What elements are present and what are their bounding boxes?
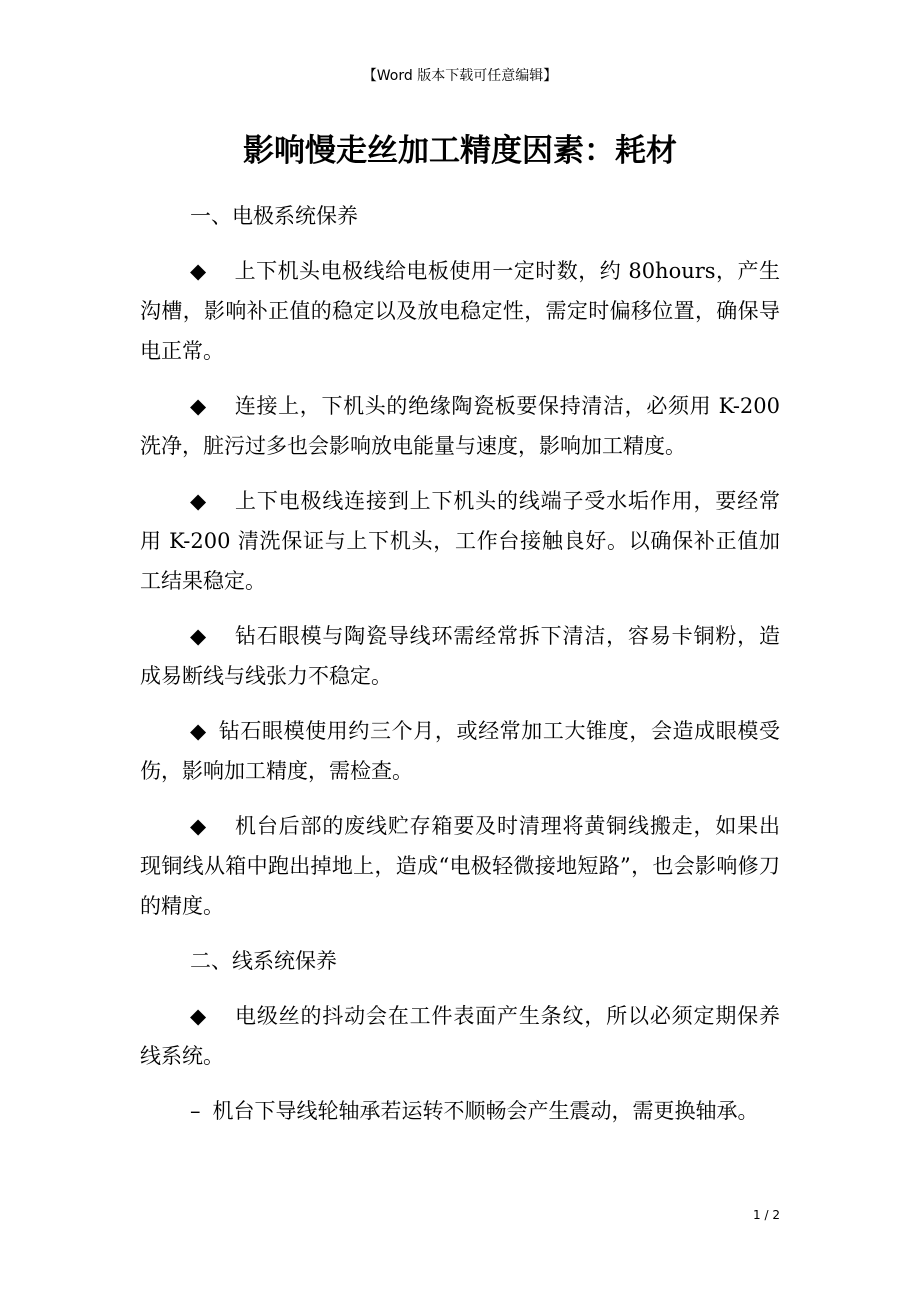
diamond-bullet-icon: ◆ [190, 1004, 207, 1028]
header-note: 【Word 版本下载可任意编辑】 [362, 68, 558, 84]
bullet-text-3: 上下电极线连接到上下机头的线端子受水垢作用，要经常用 K-200 清洗保证与上下机头，工作台接触良好。以确保补正值加工结果稳定。 [140, 489, 780, 593]
bullet-text-2: 连接上，下机头的绝缘陶瓷板要保持清洁，必须用 K-200 洗净，脏污过多也会影响放电能量与速度，影响加工精度。 [140, 394, 780, 458]
page-number: 1 / 2 [753, 1208, 780, 1222]
section-heading-wire-system: 二、线系统保养 [190, 949, 337, 973]
bullet-paragraph-3 [140, 481, 780, 601]
bullet-paragraph-7 [140, 996, 780, 1076]
diamond-bullet-icon: ◆ [190, 489, 207, 513]
diamond-bullet-icon: ◆ [190, 259, 207, 283]
bullet-paragraph-6 [140, 806, 780, 926]
bullet-text-6: 机台后部的废线贮存箱要及时清理将黄铜线搬走，如果出现铜线从箱中跑出掉地上，造成“电极轻微接地短路”，也会影响修刀的精度。 [140, 814, 780, 918]
dash-bullet-icon: – [190, 1099, 201, 1123]
diamond-bullet-icon: ◆ [190, 394, 207, 418]
dash-paragraph [140, 1091, 780, 1131]
bullet-paragraph-1 [140, 251, 780, 371]
diamond-bullet-icon: ◆ [190, 719, 207, 743]
bullet-paragraph-4 [140, 616, 780, 696]
dash-text: 机台下导线轮轴承若运转不顺畅会产生震动，需更换轴承。 [212, 1099, 759, 1123]
section-heading-electrode-system: 一、电极系统保养 [190, 204, 358, 228]
diamond-bullet-icon: ◆ [190, 624, 207, 648]
bullet-paragraph-5 [140, 711, 780, 791]
bullet-text-1: 上下机头电极线给电板使用一定时数，约 80hours，产生沟槽，影响补正值的稳定以及放电稳定性，需定时偏移位置，确保导电正常。 [140, 259, 780, 363]
document-body [140, 196, 780, 1146]
document-title: 影响慢走丝加工精度因素：耗材 [243, 133, 677, 169]
bullet-text-4: 钻石眼模与陶瓷导线环需经常拆下清洁，容易卡铜粉，造成易断线与线张力不稳定。 [140, 624, 780, 688]
bullet-text-7: 电级丝的抖动会在工件表面产生条纹，所以必须定期保养线系统。 [140, 1004, 780, 1068]
diamond-bullet-icon: ◆ [190, 814, 207, 838]
bullet-text-5: 钻石眼模使用约三个月，或经常加工大锥度，会造成眼模受伤，影响加工精度，需检查。 [140, 719, 780, 783]
bullet-paragraph-2 [140, 386, 780, 466]
